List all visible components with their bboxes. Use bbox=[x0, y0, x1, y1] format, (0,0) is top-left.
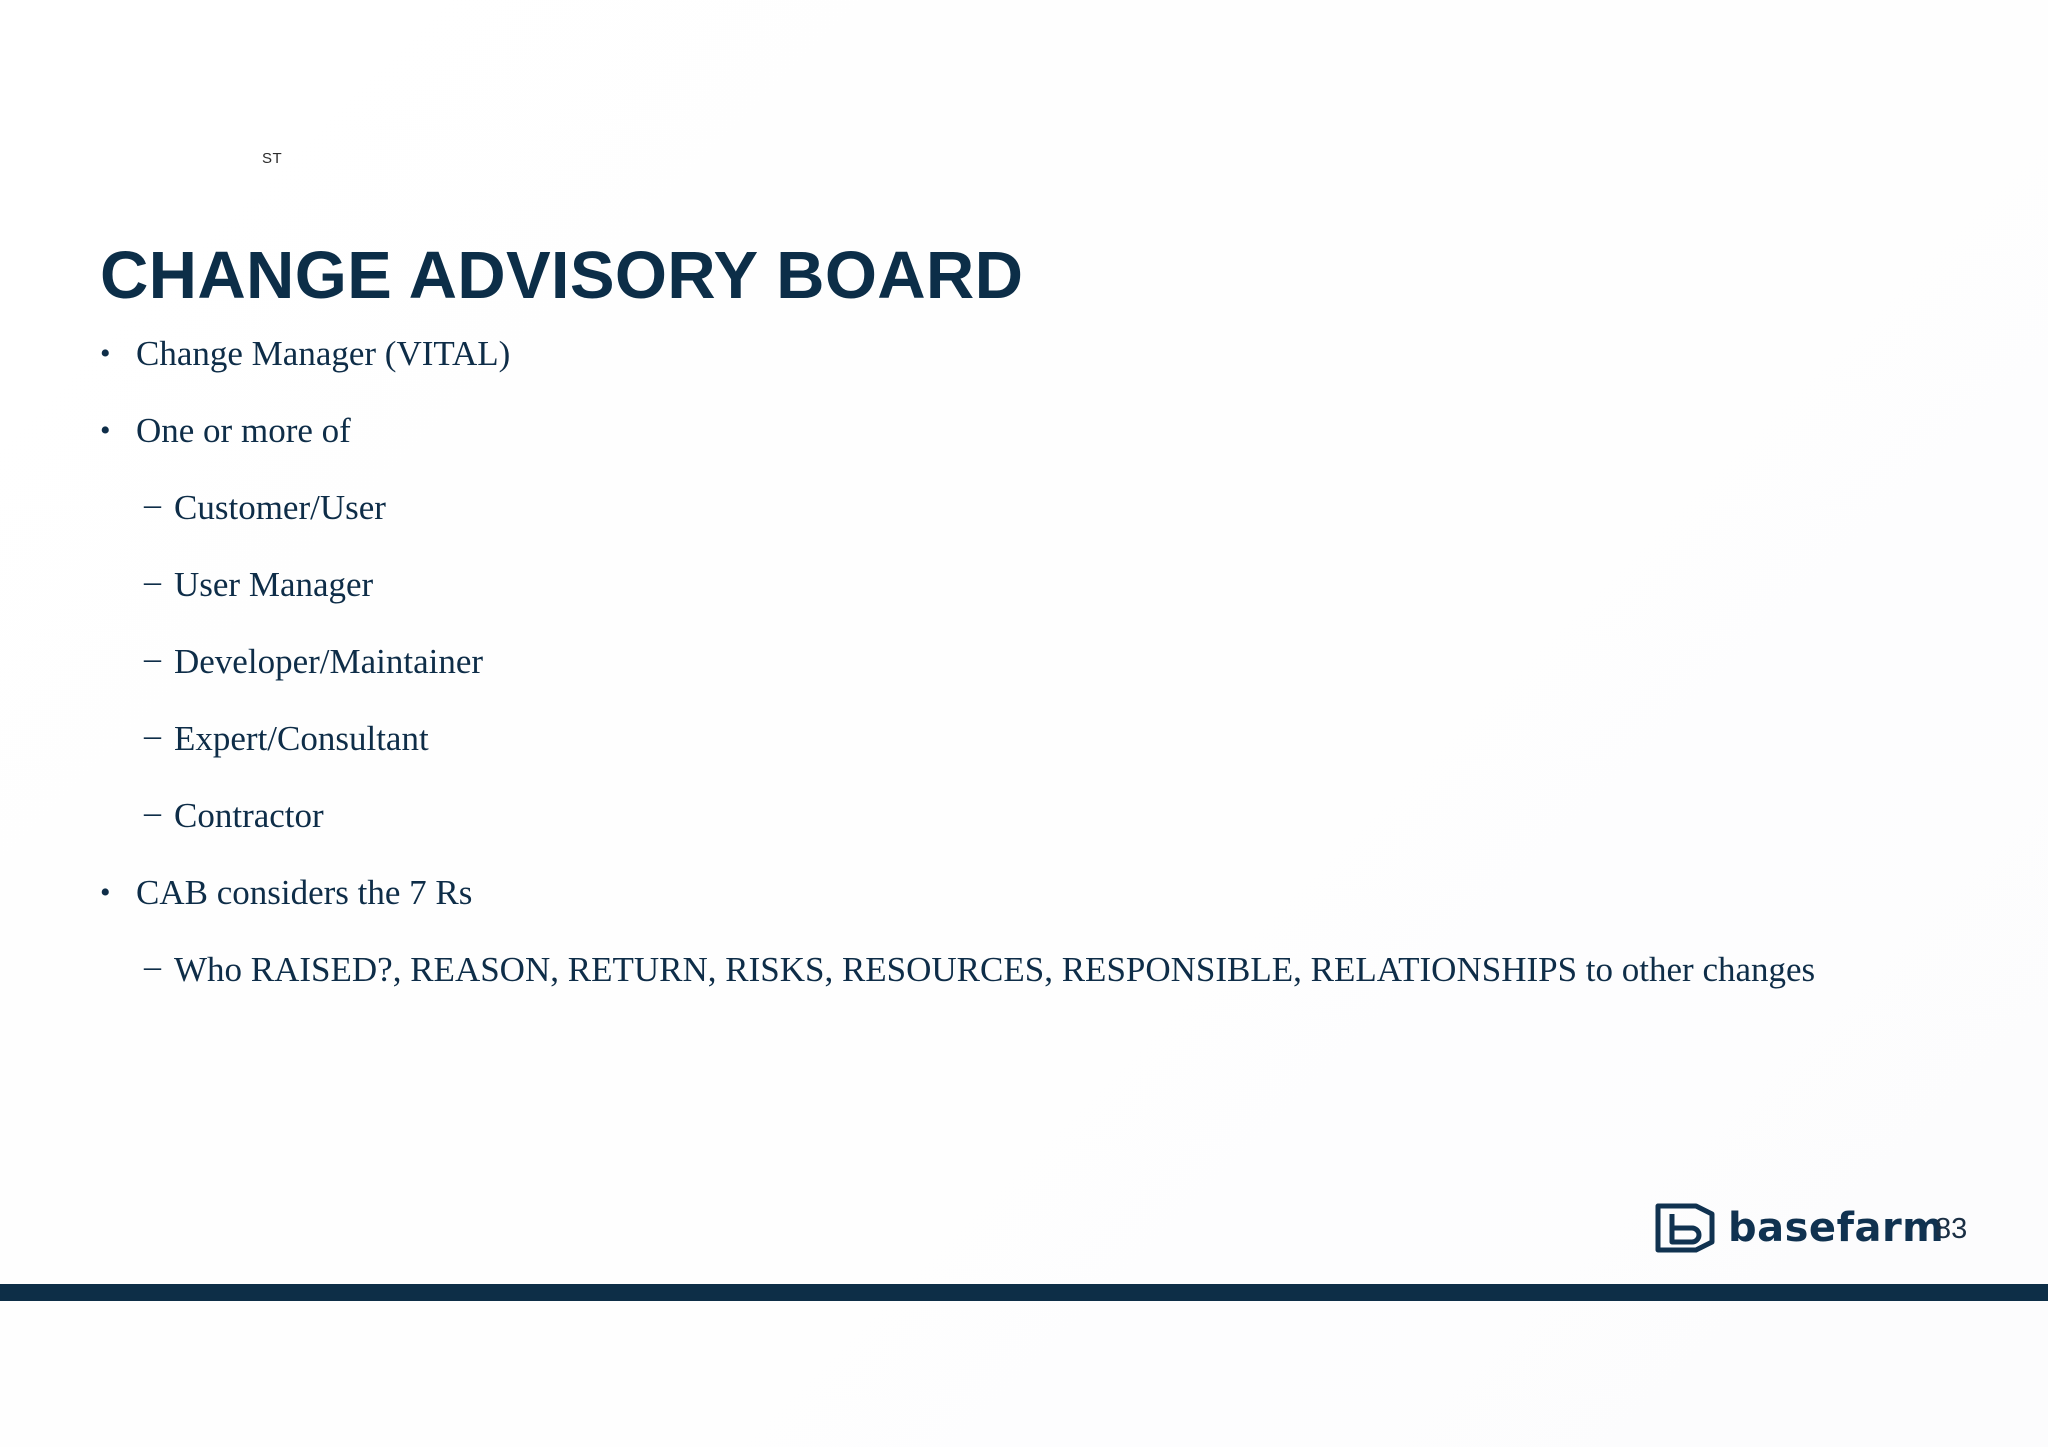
bullet-marker: • bbox=[100, 414, 111, 447]
sub-bullet-item bbox=[144, 714, 429, 764]
dash-marker: – bbox=[144, 948, 161, 985]
logo-text: basefarm bbox=[1728, 1205, 1945, 1251]
bullet-text: Change Manager (VITAL) bbox=[136, 334, 511, 373]
bullet-text: CAB considers the 7 Rs bbox=[136, 873, 473, 912]
sub-bullet-text: Contractor bbox=[174, 796, 324, 835]
page-number: 83 bbox=[1935, 1213, 1968, 1245]
sub-bullet-text: Expert/Consultant bbox=[174, 719, 429, 758]
basefarm-b-logo-icon bbox=[1652, 1202, 1716, 1254]
sub-bullet-text: Developer/Maintainer bbox=[174, 642, 484, 681]
footer-bar bbox=[0, 1284, 2048, 1301]
bullet-item bbox=[100, 406, 351, 456]
corner-tag: ST bbox=[262, 150, 283, 167]
dash-marker: – bbox=[144, 563, 161, 600]
slide-title: CHANGE ADVISORY BOARD bbox=[100, 238, 1024, 313]
sub-bullet-item bbox=[144, 945, 1816, 995]
sub-bullet-item bbox=[144, 791, 324, 841]
bullet-marker: • bbox=[100, 337, 111, 370]
sub-bullet-text: User Manager bbox=[174, 565, 374, 604]
sub-bullet-text: Customer/User bbox=[174, 488, 386, 527]
bullet-text: One or more of bbox=[136, 411, 351, 450]
sub-bullet-item bbox=[144, 560, 374, 610]
dash-marker: – bbox=[144, 486, 161, 523]
sub-bullet-item bbox=[144, 637, 484, 687]
dash-marker: – bbox=[144, 794, 161, 831]
sub-bullet-item bbox=[144, 483, 386, 533]
bullet-item bbox=[100, 329, 511, 379]
sub-bullet-text: Who RAISED?, REASON, RETURN, RISKS, RESOURCES, RESPONSIBLE, RELATIONSHIPS to other changes bbox=[174, 950, 1816, 989]
dash-marker: – bbox=[144, 717, 161, 754]
dash-marker: – bbox=[144, 640, 161, 677]
basefarm-logo bbox=[1652, 1202, 1944, 1254]
bullet-item bbox=[100, 868, 473, 918]
bullet-marker: • bbox=[100, 876, 111, 909]
